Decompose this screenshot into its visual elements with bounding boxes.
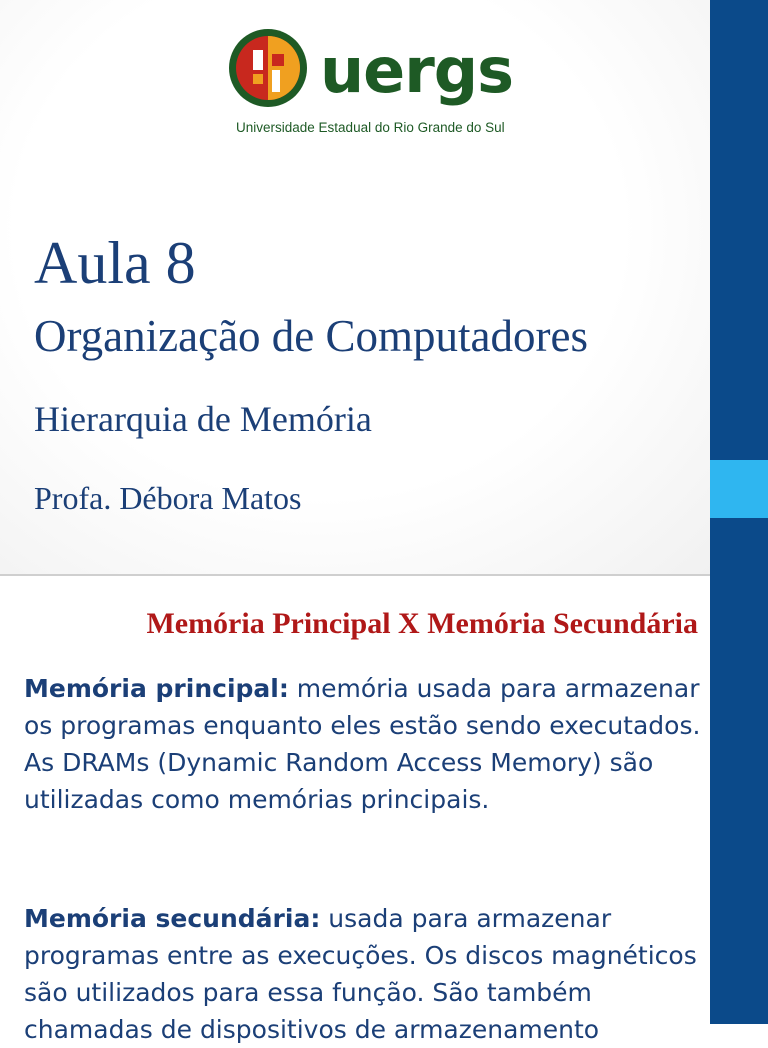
uergs-emblem-icon: [226, 26, 310, 110]
topic-title: Hierarquia de Memória: [34, 399, 372, 439]
term-secondary-memory: Memória secundária:: [24, 904, 321, 933]
content-slide: [0, 576, 710, 1044]
logo-caption: Universidade Estadual do Rio Grande do Sul: [236, 120, 505, 135]
slide-heading: Memória Principal X Memória Secundária: [146, 607, 698, 640]
course-subtitle: Organização de Computadores: [34, 311, 588, 361]
sidebar-accent-square: [710, 460, 768, 518]
paragraph-secondary-memory: [24, 900, 704, 1048]
term-main-memory: Memória principal:: [24, 674, 289, 703]
definition-secondary-memory: usada para armazenar programas entre as execuções. Os discos magnéticos são utilizados para essa função. São também chamadas de dispositivos de armazenamento: [24, 904, 697, 1044]
uergs-logo: [226, 26, 514, 144]
lecture-title: Aula 8: [34, 230, 196, 296]
definition-main-memory: memória usada para armazenar os programas enquanto eles estão sendo executados. As DRAMs (Dynamic Random Access Memory) são utilizadas como memórias principais.: [24, 674, 701, 814]
author-name: Profa. Débora Matos: [34, 480, 302, 516]
logo-wordmark: uergs: [320, 34, 514, 107]
paragraph-main-memory: [24, 670, 704, 818]
